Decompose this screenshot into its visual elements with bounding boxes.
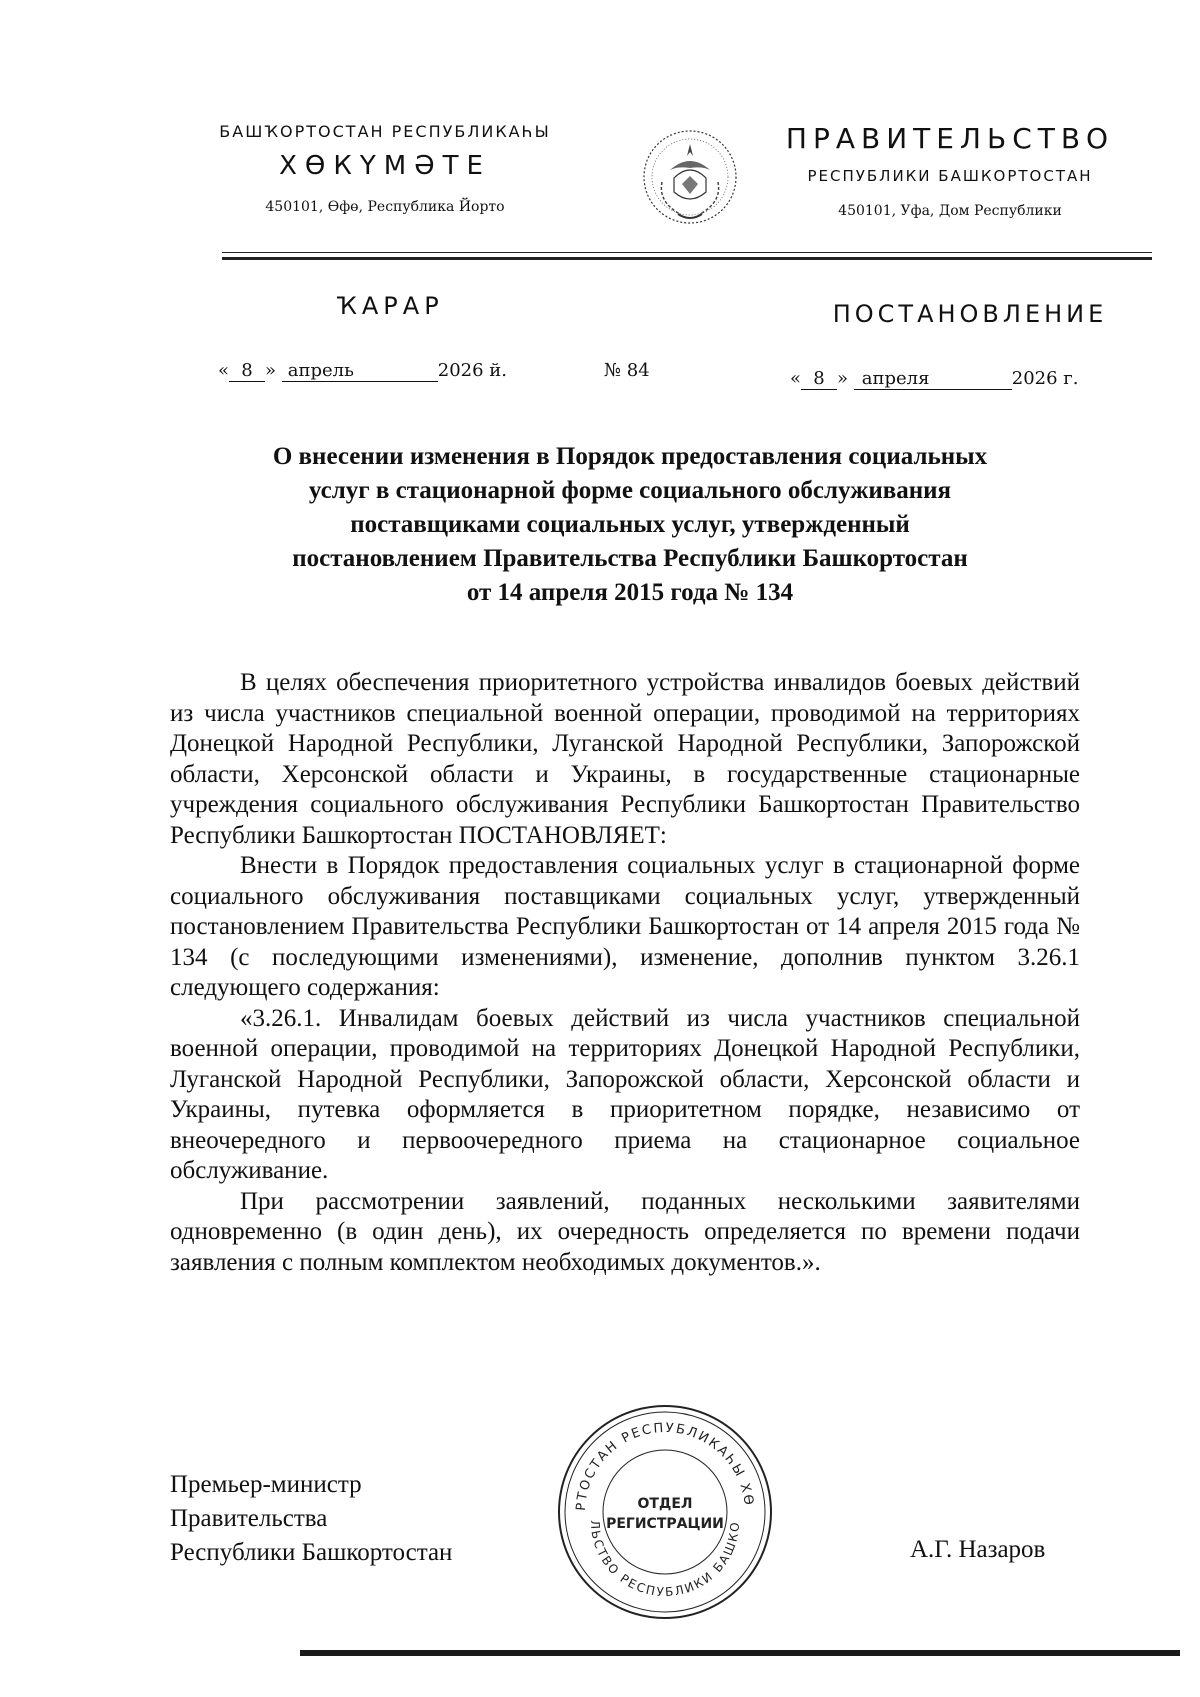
doc-type-right: ПОСТАНОВЛЕНИЕ bbox=[832, 300, 1108, 328]
header-right-line2: РЕСПУБЛИКИ БАШКОРТОСТАН bbox=[807, 167, 1093, 185]
document-body bbox=[170, 668, 1080, 1278]
header-right-block bbox=[750, 122, 1150, 219]
header-left-block bbox=[175, 122, 595, 215]
registration-stamp bbox=[555, 1402, 775, 1622]
date-right-year: 2026 г. bbox=[1011, 368, 1079, 389]
header-right-title: ПРАВИТЕЛЬСТВО bbox=[785, 122, 1115, 155]
coat-of-arms-icon bbox=[640, 122, 740, 232]
body-paragraph: Внести в Порядок предоставления социальных услуг в стационарной форме социального обслуживания поставщиками социальных услуг, утвержденный постановлением Правительства Республики Башкортостан от 14 апреля 2015 года № 134 (с последующими изменениями), изменение, дополнив пунктом 3.26.1 следующего содержания: bbox=[170, 852, 1080, 1001]
doc-type-left: ҠАРАР bbox=[336, 292, 444, 320]
bottom-scan-edge bbox=[300, 1650, 1180, 1656]
body-paragraph: «3.26.1. Инвалидам боевых действий из числа участников специальной военной операции, проводимой на территориях Донецкой Народной Республики, Луганской Народной Республики, Запорожской области, Херсонской области и Украины, путевка оформляется в приоритетном порядке, независимо от внеочередного и первоочередного приема на стационарное социальное обслуживание. bbox=[170, 1004, 1080, 1184]
date-right-day: 8 bbox=[801, 368, 837, 390]
date-left-day: 8 bbox=[229, 360, 265, 382]
header-rule-thin bbox=[222, 252, 1152, 253]
header-rule-thick bbox=[222, 257, 1152, 260]
date-left-month: апрель bbox=[282, 360, 438, 382]
signature-position-line: Премьер-министр bbox=[170, 1471, 362, 1498]
document-title bbox=[170, 440, 1090, 610]
signature-position-line: Правительства bbox=[170, 1505, 328, 1532]
stamp-center-line2: РЕГИСТРАЦИИ bbox=[606, 1516, 724, 1532]
header-left-title: ХӨКҮМӘТЕ bbox=[279, 151, 491, 181]
title-line: от 14 апреля 2015 года № 134 bbox=[466, 579, 794, 606]
date-left bbox=[218, 360, 507, 382]
svg-text:БАШҠОРТОСТАН РЕСПУБЛИКАҺЫ ХӨКҮ bbox=[555, 1402, 756, 1511]
header-left-line1: БАШҠОРТОСТАН РЕСПУБЛИКАҺЫ bbox=[219, 122, 551, 141]
title-line: услуг в стационарной форме социального обслуживания bbox=[308, 477, 952, 504]
signature-name: А.Г. Назаров bbox=[910, 1536, 1046, 1563]
title-line: постановлением Правительства Республики Башкортостан bbox=[292, 545, 968, 572]
document-number: № 84 bbox=[604, 360, 650, 381]
title-line: О внесении изменения в Порядок предоставления социальных bbox=[272, 443, 988, 470]
date-left-close: » bbox=[265, 360, 277, 381]
signature-position-line: Республики Башкортостан bbox=[170, 1539, 453, 1566]
stamp-outer-text-bottom: ЛЬСТВО РЕСПУБЛИКИ БАШКО bbox=[587, 1519, 743, 1600]
body-paragraph: В целях обеспечения приоритетного устройства инвалидов боевых действий из числа участников специальной военной операции, проводимой на территориях Донецкой Народной Республики, Луганской Народной Республики, Запорожской области, Херсонской области и Украины, в государственные стационарные учреждения социального обслуживания Республики Башкортостан Правительство Республики Башкортостан ПОСТАНОВЛЯЕТ: bbox=[170, 669, 1080, 849]
title-line: поставщиками социальных услуг, утвержденный bbox=[350, 511, 910, 538]
date-right-open: « bbox=[790, 368, 802, 389]
header-right-address: 450101, Уфа, Дом Республики bbox=[838, 203, 1062, 219]
date-left-year: 2026 й. bbox=[437, 360, 508, 381]
stamp-outer-text: РТОСТАН РЕСПУБЛИКАҺЫ ХӨ bbox=[573, 1420, 756, 1512]
header-left-address: 450101, Өфө, Республика Йорто bbox=[265, 199, 505, 215]
stamp-center-line1: ОТДЕЛ bbox=[637, 1496, 693, 1512]
date-left-open: « bbox=[218, 360, 230, 381]
date-right bbox=[790, 368, 1078, 390]
signature-position bbox=[170, 1468, 452, 1570]
date-right-close: » bbox=[837, 368, 849, 389]
date-right-month: апреля bbox=[854, 368, 1012, 390]
body-paragraph: При рассмотрении заявлений, поданных несколькими заявителями одновременно (в один день), их очередность определяется по времени подачи заявления с полным комплектом необходимых документов.». bbox=[170, 1187, 1080, 1276]
